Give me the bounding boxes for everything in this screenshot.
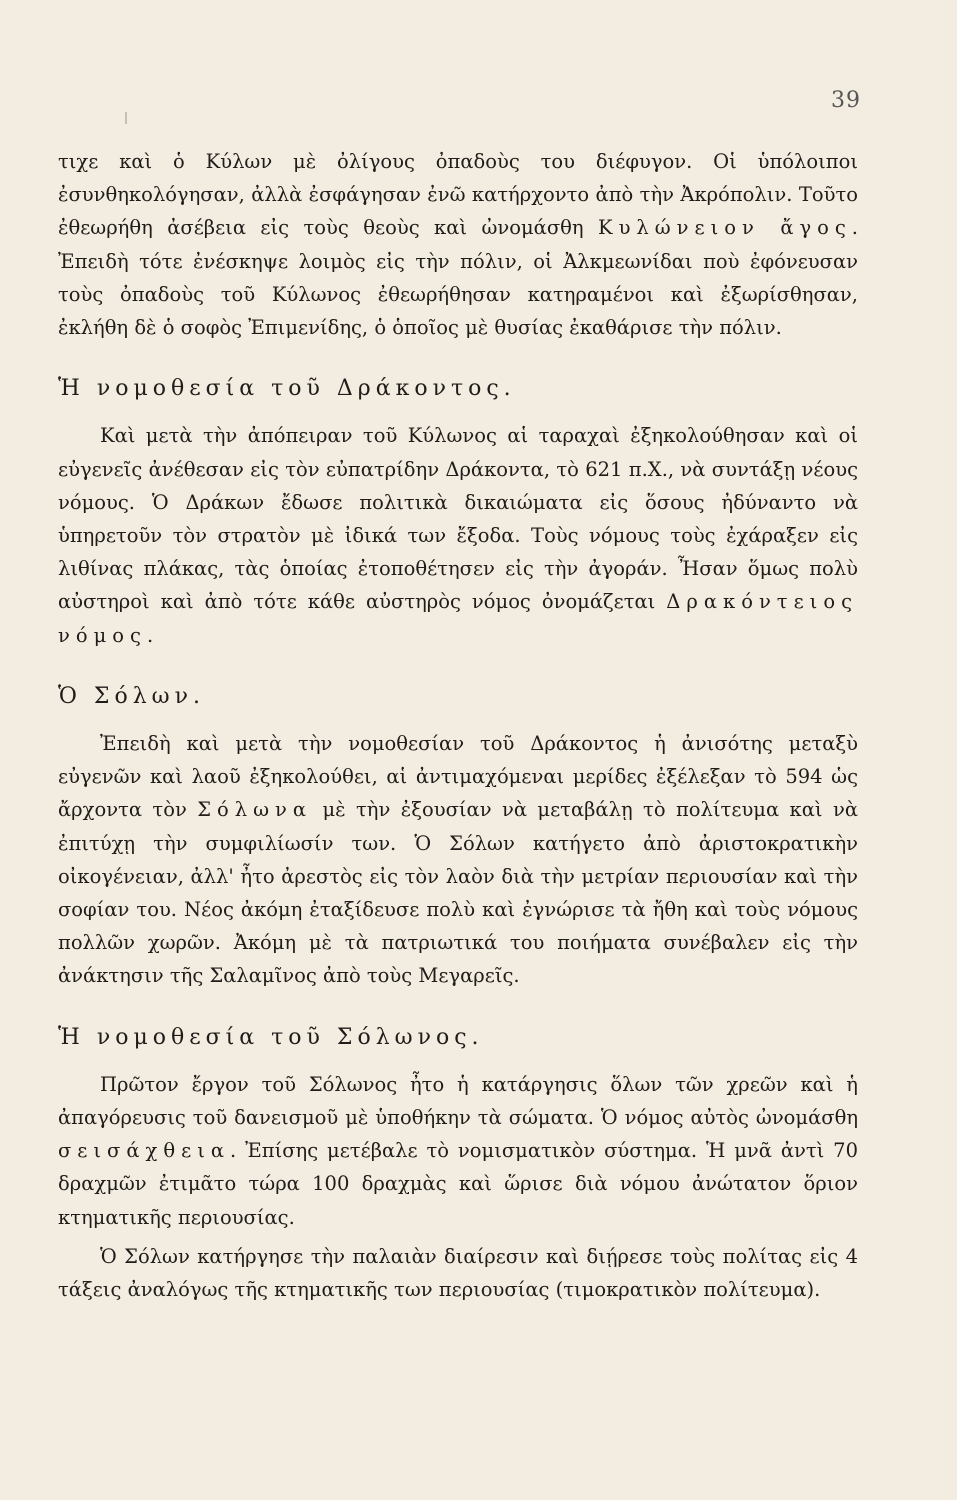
spaced-term: Κυλώνειον ἄγος <box>598 216 852 240</box>
heading-solon-legislation: Ἡ νομοθεσία τοῦ Σόλωνος. <box>58 1024 484 1050</box>
tick-mark <box>125 112 127 124</box>
spaced-term: σεισάχθεια <box>58 1139 231 1163</box>
heading-solon: Ὁ Σόλων. <box>58 683 205 709</box>
paragraph-classes: Ὁ Σόλων κατήργησε τὴν παλαιὰν διαίρεσιν καὶ διῄρεσε τοὺς πολίτας εἰς 4 τάξεις ἀναλόγως τῆς κτηματικῆς των περιουσίας (τιμοκρατικὸν πολίτευμα). <box>58 1244 858 1302</box>
heading-draco-legislation: Ἡ νομοθεσία τοῦ Δράκοντος. <box>58 376 516 402</box>
page-body <box>58 145 858 1306</box>
paragraph-draco <box>58 419 858 651</box>
text: Πρῶτον ἔργον τοῦ Σόλωνος ἦτο ἡ κατάργησις ὅλων τῶν χρεῶν καὶ ἡ ἀπαγόρευσις τοῦ δανεισμοῦ μὲ ὑποθήκην τὰ σώματα. Ὁ νόμος αὐτὸς ὠνομάσθη <box>58 1072 858 1130</box>
spaced-term: Σόλωνα <box>197 798 313 822</box>
paragraph-seisachtheia <box>58 1068 858 1234</box>
text: μὲ τὴν ἐξουσίαν νὰ μεταβάλῃ τὸ πολίτευμα καὶ νὰ ἐπιτύχῃ τὴν συμφιλίωσίν των. Ὁ Σόλων κατήγετο ἀπὸ ἀριστοκρατικὴν οἰκογένειαν, ἀλλ' ἦτο ἀρεστὸς εἰς τὸν λαὸν διὰ τὴν μετρίαν περιουσίαν καὶ τὴν σοφίαν του. Νέος ἀκόμη ἐταξίδευσε πολὺ καὶ ἐγνώρισε τὰ ἤθη καὶ τοὺς νόμους πολλῶν χωρῶν. Ἀκόμη μὲ τὰ πατριωτικά του ποιήματα συνέβαλεν εἰς τὴν ἀνάκτησιν τῆς Σαλαμῖνος ἀπὸ τοὺς Μεγαρεῖς. <box>58 798 859 988</box>
text: . Ἐπίσης μετέβαλε τὸ νομισματικὸν σύστημα. Ἡ μνᾶ ἀντὶ 70 δραχμῶν ἐτιμᾶτο τώρα 100 δραχμὰς καὶ ὥρισε διὰ νόμου ἀνώτατον ὅριον κτηματικῆς περιουσίας. <box>58 1139 858 1229</box>
text: τιχε καὶ ὁ Κύλων μὲ ὀλίγους ὀπαδοὺς του διέφυγον. Οἱ ὑπόλοιποι ἐσυνθηκολόγησαν, ἀλλὰ ἐσφάγησαν ἐνῶ κατήρχοντο ἀπὸ τὴν Ἀκρόπολιν. Τοῦτο ἐθεωρήθη ἀσέβεια εἰς τοὺς θεοὺς καὶ ὠνομάσθη <box>58 150 858 240</box>
paragraph-kylon <box>58 145 858 344</box>
spaced-term: Δρακόντειος νόμος <box>58 590 858 647</box>
paragraph-solon <box>58 727 858 993</box>
page-number: 39 <box>831 88 861 113</box>
text: . Ἐπειδὴ τότε ἐνέσκηψε λοιμὸς εἰς τὴν πόλιν, οἱ Ἀλκμεωνίδαι ποὺ ἐφόνευσαν τοὺς ὀπαδοὺς τοῦ Κύλωνος ἐθεωρήθησαν κατηραμένοι καὶ ἐξωρίσθησαν, ἐκλήθη δὲ ὁ σοφὸς Ἐπιμενίδης, ὁ ὁποῖος μὲ θυσίας ἐκαθάρισε τὴν πόλιν. <box>58 216 858 340</box>
text: . <box>146 623 154 647</box>
text: Καὶ μετὰ τὴν ἀπόπειραν τοῦ Κύλωνος αἱ ταραχαὶ ἐξηκολούθησαν καὶ οἱ εὐγενεῖς ἀνέθεσαν εἰς τὸν εὐπατρίδην Δράκοντα, τὸ 621 π.Χ., νὰ συντάξῃ νέους νόμους. Ὁ Δράκων ἔδωσε πολιτικὰ δικαιώματα εἰς ὅσους ἠδύναντο νὰ ὑπηρετοῦν τὸν στρατὸν μὲ ἰδικά των ἔξοδα. Τοὺς νόμους τοὺς ἐχάραξεν εἰς λιθίνας πλάκας, τὰς ὁποίας ἐτοποθέτησεν εἰς τὴν ἀγοράν. Ἦσαν ὅμως πολὺ αὐστηροὶ καὶ ἀπὸ τότε κάθε αὐστηρὸς νόμος ὀνομάζεται <box>58 424 858 614</box>
text: Ἐπειδὴ καὶ μετὰ τὴν νομοθεσίαν τοῦ Δράκοντος ἡ ἀνισότης μεταξὺ εὐγενῶν καὶ λαοῦ ἐξηκολούθει, αἱ ἀντιμαχόμεναι μερίδες ἐξέλεξαν τὸ 594 ὡς ἄρχοντα τὸν <box>58 732 858 822</box>
